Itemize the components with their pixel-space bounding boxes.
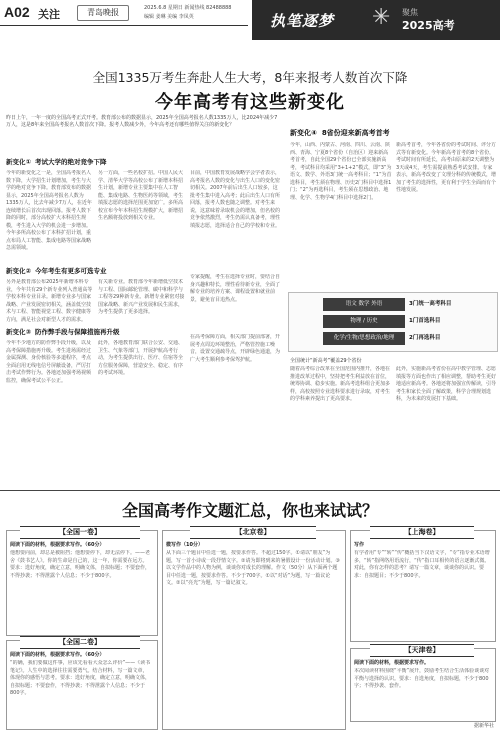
body-col4a: 今年，山西、内蒙古、河南、四川、云南、陕西、青海、宁夏8个省份（自治区）迎来新高考首考，自此全国29个省份已全部实施新高考，考试科目均采用“3+1+2”模式，即“3”为语文、数学、外语3门统一高考科目；“1”为首选科目，考生须在物理、历史2门科目中选择1门；“2”为再选科目，考生须在思想政治、地理、化学、生物学4门科目中选择2门。: [290, 142, 392, 201]
newspaper-logo: 青岛晚报: [77, 5, 129, 21]
body-col3c: 在高考保障方面，相关部门提前部署，开展考点周边环境整治，严格管控施工噪音，设置交通疏导点，开辟绿色通道，为广大考生顺利参考保驾护航。: [190, 334, 281, 363]
essay-box-national-2-sub: 阅读下面的材料，根据要求写作。（60分）: [10, 652, 105, 658]
essay-box-shanghai-text: 有学者用“专”“转”“传”概括当下汉语文字，“专”指专业术语增多，“转”指网络用语流行，“传”指口耳相传的语言逐渐式微。对此，你有怎样的思考？请写一篇文章，谈谈你的认识。要求：自拟题目；不少于800字。: [354, 550, 490, 579]
change-2-heading: [6, 267, 186, 275]
essay-box-national-1-text: 他想要向前，却总是被阻挡；他想要停下，却无法停下。——老舍《鼓书艺人》。你的生命是自己的，这一年，你需要在远方。要求：选好角度，确定立意，明确文体，自拟标题；不要套作，不得抄袭；不得泄露个人信息；不少于800字。: [10, 550, 151, 579]
banner-year: 2025高考: [402, 19, 455, 32]
graphic-caption: 全国统计“新高考”覆盖29个省份: [290, 358, 362, 364]
body-col2b: 有关新专业。教育部今年新增低空技术与工程、国际邮轮管理、碳中和科学与工程等29种新专业。新增专业紧密对接国家战略、新兴产业发展和民生需求，为考生提供了更多选择。: [98, 279, 185, 315]
essay-box-national-2-head: 【全国二卷】: [20, 636, 140, 649]
article-lead: 昨日上午，一年一度的全国高考正式开考。教育部公布的数据显示，2025年全国高考报名人数1335万人，比2024年减少7万人，这是8年来全国高考报名人数首次下降。报考人数减少外，今年高考还有哪些值得关注的新变化？: [6, 115, 278, 128]
change-3-heading: [6, 328, 186, 336]
editor-info: 编辑 姜琳 美编 李凤英: [144, 14, 194, 20]
body-col1b: 另外是教育部公布2025年新增本科专业，今年共有29个新专业列入普通高等学校本科专业目录。新增专业多与国家战略、产业发展密切相关，涵盖低空技术与工程、智能视觉工程、数字健康等方向，满足社会对新型人才的需求。: [6, 279, 93, 323]
essay-box-national-2-text: “的确，我们要做这件事，应该先看看大众怎么评价”——《读书笔记》。人生中的选择往往需要勇气。结合材料，写一篇文章，体现你的感悟与思考。要求：选好角度，确定立意，明确文体，自拟标题；不要套作，不得抄袭；不得泄露个人信息；不少于800字。: [10, 660, 151, 696]
page-number: A02: [4, 4, 30, 20]
change-1-tag: 新变化①: [6, 158, 32, 166]
issue-info: 2025.6.8 星期日 新闻热线 82488888: [144, 5, 232, 11]
change-4-tag: 新变化④: [290, 129, 317, 137]
essay-box-beijing-text: 从下面三个题目中任选一题，按要求作答。不超过150字。①请以“朋友”为题，写一首小诗或一段抒情文字。②请为即将到来的暑假设计一份活动计划。③以文学作品中的人物为例，谈谈你对成长的理解。作文（50分）从下面两个题目中任选一题，按要求作答。不少于700字。①以“对话”为题，写一篇议论文。②以“亮光”为题，写一篇记叙文。: [166, 550, 340, 586]
change-1-title: 考试大学的绝对竞争下降: [35, 158, 107, 166]
body-col4c: 随着高考综合改革在全国范围内推开，各地在推进改革过程中，坚持把考生利益放在首位，统筹协调、稳步实施。新高考选科组合更加多样，高校按照专业选科要求进行录取，对考生的学科素养提出了更高要求。: [290, 366, 391, 402]
change-2-tag: 新变化②: [6, 267, 32, 275]
body-col5c: 此外，实施新高考省份在高中教学管理、志愿填报等方面也作出了相应调整，帮助考生更好地适应新高考。各地还将加强宣传解读，引导考生和家长全面了解政策，科学合理规划选科，为未来的发展打下基础。: [396, 366, 496, 402]
graphic-row-3-value: 2门再选科目: [409, 335, 441, 341]
essay-box-national-1-sub: 阅读下面的材料，根据要求写作。（60分）: [10, 542, 105, 548]
section-divider: [0, 490, 500, 491]
essay-box-national-1-head: 【全国一卷】: [20, 526, 140, 539]
body-col1c: 今年不少地方的防作弊手段升级，以及高考保障措施再升级。考生进场需经过金属探测、身份核验等多道程序，考点全面启用无线电信号屏蔽设备，严厉打击考试作弊行为。各地还加强考场视频监控，确保考试公平公正。: [6, 340, 92, 384]
change-4-title: 8省份迎来新高考首考: [321, 129, 390, 137]
graphic-row-3: [323, 332, 463, 345]
change-2-title: 今年考生有更多可选专业: [35, 267, 107, 275]
body-col2a: 另一方面，一些名校扩招。中国人民大学、清华大学等高校公布了新增本科招生计划，新增专业主要集中在人工智能、集成电路、生物医药等领域，考生填报志愿的选择范围更加宽广。多所高校宣布今年本科招生规模扩大，新增招生名额将投放到相关专业。: [98, 170, 184, 221]
article-headline: 今年高考有这些新变化: [155, 92, 345, 113]
graphic-row-1-value: 3门统一高考科目: [409, 301, 452, 307]
body-col4b: 新高考首考，今年各省份的考试时间、评分方式等有新变化。今年新高考首考的8个省份，考试时间有所延长，高考由原来的2天调整为3天或4天，考生需提前熟悉考试安排。专家表示，新高考改变了文理分科的传统模式，增加了考生的选择性，更有利于学生全面而有个性地发展。: [396, 142, 496, 193]
topic-banner: [252, 0, 500, 40]
header-rule: [0, 25, 248, 26]
change-1-heading: [6, 158, 281, 166]
essay-box-tianjin-head: 【天津卷】: [370, 644, 474, 657]
change-4-heading: [290, 128, 390, 138]
essay-box-shanghai-sub: 写作: [354, 542, 365, 548]
essay-box-tianjin-text: 本次阅读材料围绕“平衡”展开，鼓励考生结合生活体验谈谈对平衡与选择的认识。要求：自选角度，自拟标题，不少于800字；不得抄袭、套作。: [354, 668, 490, 689]
essay-box-tianjin-sub: 阅读下面的材料，根据要求写作。: [354, 660, 430, 666]
graphic-row-2-label: 物理 / 历史: [323, 315, 405, 328]
essay-section-title: 全国高考作文题汇总，你也来试试？: [121, 501, 378, 520]
change-3-title: 防作弊手段与保障措施再升级: [35, 328, 120, 336]
body-col3b: 专家提醒，考生在选择专业时，要结合自身兴趣和特长，理性看待新专业，全面了解专业的培养方案、课程设置和就业前景，避免盲目追热点。: [190, 274, 281, 303]
graphic-row-3-label: 化学/生物/思想政治/地理: [323, 332, 405, 345]
new-gaokao-graphic: [288, 292, 498, 352]
essay-box-beijing-head: 【北京卷】: [190, 526, 316, 539]
graphic-row-1-label: 语文 数学 外语: [323, 298, 405, 311]
essay-box-shanghai-head: 【上海卷】: [370, 526, 474, 539]
article-subtitle: 全国1335万考生奔赴人生大考，8年来报考人数首次下降: [92, 70, 408, 85]
banner-title: 执笔逐梦: [270, 12, 335, 30]
source-credit: 据新华社: [473, 723, 494, 729]
section-name: 关注: [38, 8, 60, 21]
star-icon: ✳: [372, 5, 391, 30]
graphic-row-2: [323, 315, 463, 328]
change-3-tag: 新变化③: [6, 328, 32, 336]
essay-box-beijing-sub: 微写作（10分）: [166, 542, 203, 548]
body-col1a: 今年的新变化之一是，全国高考报名人数下降，大学招生计划增加，考生与大学的绝对竞争下降。教育部发布的数据显示，2025年全国高考报名人数为1335万人，比去年减少7万人，在近年连续增长后首次出现回落。报考人数下降的同时，部分高校扩大本科招生规模，考生进入大学的机会进一步增加。今年多所高校公布了本科扩招计划，重点布局人工智能、集成电路等国家战略急需领域。: [6, 170, 92, 251]
body-col3a: 目前，中国教育发展战略学会学者表示，高考报名人数的变化与出生人口的变化密切相关。2007年前后出生人口较多，这批考生集中进入高考；此后出生人口有所回落，报考人数也随之调整。对考生来说，这意味着录取机会的增加，但名校的竞争依然激烈，考生仍需认真备考，理性填报志愿，选择适合自己的学校和专业。: [190, 170, 281, 229]
body-col2c: 此外，各地教育部门联合公安、交通、卫生、气象等部门，开展护航高考行动，为考生提供出行、医疗、住宿等全方位服务保障，营造安全、稳定、有序的考试环境。: [98, 340, 184, 376]
graphic-row-2-value: 1门首选科目: [409, 318, 441, 324]
banner-focus: 聚焦: [402, 8, 418, 17]
graphic-row-1: [323, 298, 463, 311]
